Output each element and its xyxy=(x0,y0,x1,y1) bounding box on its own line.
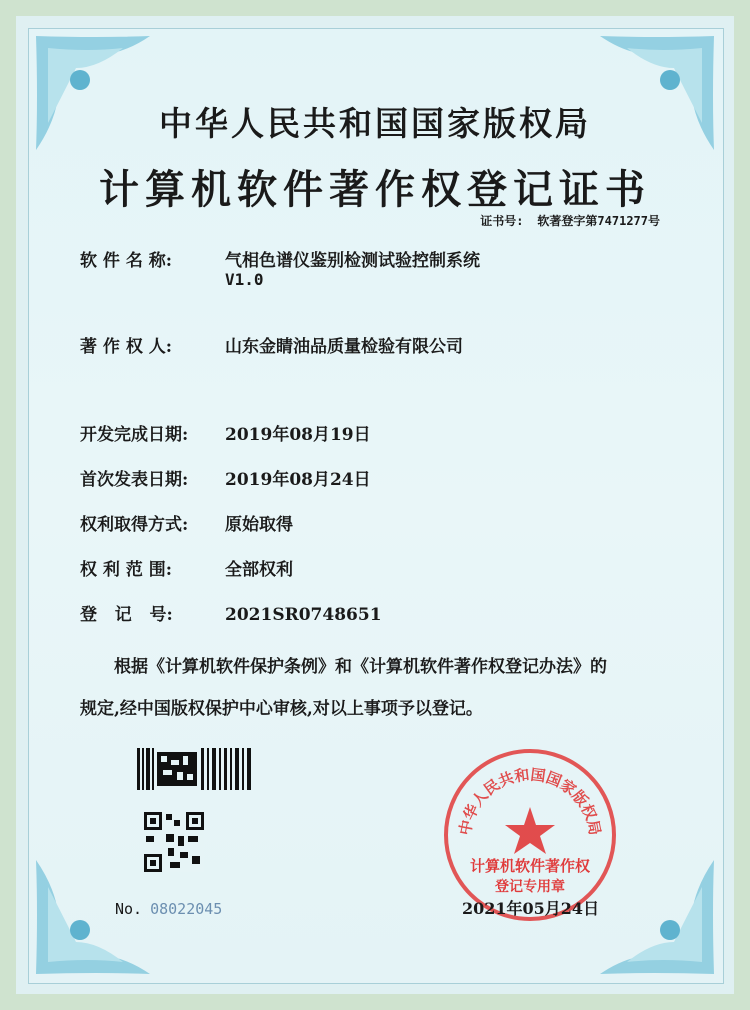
statement-line-1: 根据《计算机软件保护条例》和《计算机软件著作权登记办法》的 xyxy=(114,657,607,677)
field-owner xyxy=(80,332,463,357)
field-label: 登 记 号: xyxy=(80,605,173,625)
seal-inner-line-2: 登记专用章 xyxy=(495,879,565,895)
qr-code-icon xyxy=(144,812,204,872)
field-value: 2019年08月24日 xyxy=(225,470,371,490)
field-reg-no xyxy=(80,600,382,625)
serial-label: No. xyxy=(115,900,143,918)
field-pub-date xyxy=(80,465,371,490)
certificate-title: 计算机软件著作权登记证书 xyxy=(99,166,651,213)
field-label: 首次发表日期: xyxy=(80,470,189,490)
field-value: 气相色谱仪鉴别检测试验控制系统 xyxy=(225,251,480,271)
serial-number xyxy=(115,900,222,918)
seal-inner-line-1: 计算机软件著作权 xyxy=(469,857,591,875)
certificate-number xyxy=(480,212,660,229)
field-value: 2019年08月19日 xyxy=(225,425,371,445)
field-acquisition xyxy=(80,510,293,535)
field-value: 全部权利 xyxy=(225,560,293,580)
field-software-name xyxy=(80,246,480,271)
serial-value: 08022045 xyxy=(150,900,223,918)
field-software-version: V1.0 xyxy=(225,270,264,289)
field-label: 权利取得方式: xyxy=(80,515,189,535)
field-label: 权 利 范 围: xyxy=(80,560,173,580)
field-dev-date xyxy=(80,420,371,445)
certificate-number-label: 证书号: xyxy=(480,214,524,228)
field-value: 2021SR0748651 xyxy=(225,605,382,625)
field-value: 山东金睛油品质量检验有限公司 xyxy=(225,337,463,357)
statement-line-2: 规定,经中国版权保护中心审核,对以上事项予以登记。 xyxy=(80,699,483,719)
issuer-title: 中华人民共和国国家版权局 xyxy=(159,104,591,143)
field-label: 著 作 权 人: xyxy=(80,337,173,357)
issue-date: 2021年05月24日 xyxy=(462,899,600,918)
seal-ring-text: 中华人民共和国国家版权局 xyxy=(455,765,605,837)
field-scope xyxy=(80,555,293,580)
barcode-icon xyxy=(137,748,253,790)
field-label: 开发完成日期: xyxy=(80,425,189,445)
certificate-number-value: 软著登字第7471277号 xyxy=(537,214,660,228)
field-label: 软 件 名 称: xyxy=(80,251,173,271)
field-value: 原始取得 xyxy=(225,515,293,535)
